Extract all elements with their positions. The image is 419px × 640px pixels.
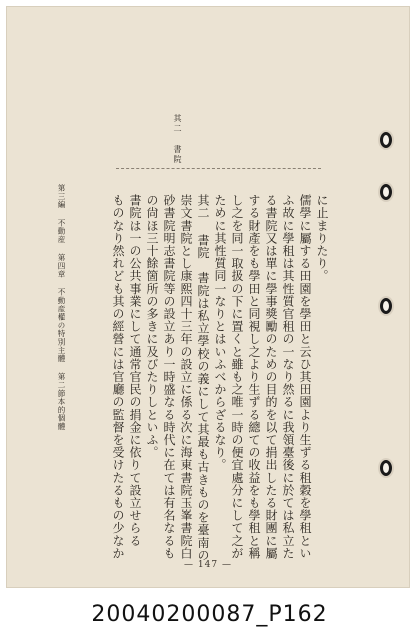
body-line: に止まりたり。 [315, 194, 329, 283]
binding-hole-top [378, 130, 394, 150]
binding-hole-lower [378, 296, 394, 316]
body-line: 其二 書院 書院は私立學校の義にして其最も古きものを臺南の [196, 194, 210, 562]
binding-hole-bottom [378, 458, 394, 478]
body-line: 崇文書院とし康熙四十三年の設立に係る次に海東書院玉峯書院白 [179, 194, 193, 560]
body-line: 儒學に屬する田園を學田と云ひ其田園より生ずる租穀を學租とい [298, 194, 312, 560]
body-line: 砂書院明志書院等の設立あり一時盛なる時代に在ては有名なるも [162, 194, 176, 560]
body-line: 書院は一の公共事業にして通常官民の捐金に依りて設立せらる [128, 194, 142, 547]
page-number: — 147 — [184, 560, 232, 570]
body-line: の尙ほ三十餘箇所の多きに及びたりしといふ。 [145, 194, 159, 459]
body-line: ために其性質同一なりとはいふべからざるなり。 [213, 194, 227, 472]
binding-hole-middle [378, 182, 394, 202]
body-line: する財產をも學田と同視し之より生ずる總ての收益をも學租と稱 [247, 194, 261, 560]
body-line: し之を同一取扱の下に置くと雖も之唯一時の便宜處分にして之が [230, 194, 244, 560]
body-text [109, 194, 330, 562]
running-head: 第三編 不動産 第四章 不動産權の特別主體 第二節本的個體 [57, 184, 66, 431]
header-note: 其二 書院 [173, 114, 182, 165]
section-divider [116, 168, 321, 169]
body-line: る書院又は單に學事獎勵のための目的を以て捐出したる財團に屬 [264, 194, 278, 560]
body-line: ふ故に學租は其性質官租の一なり然るに我領臺後に於ては私立た [281, 194, 295, 560]
image-caption: 20040200087_P162 [91, 602, 328, 627]
body-line: ものなり然れども其の經營には官廳の監督を受けたるもの少なか [111, 194, 125, 560]
document-page [6, 6, 410, 588]
